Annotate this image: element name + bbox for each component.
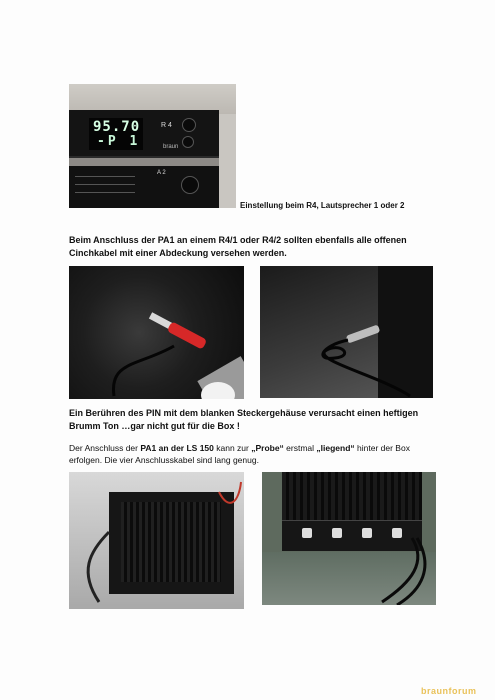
tuner-unit xyxy=(69,110,219,158)
amplifier-knob xyxy=(181,176,199,194)
wires xyxy=(69,472,244,609)
amplifier-unit xyxy=(69,166,219,208)
text: kann zur xyxy=(213,443,252,453)
caption-setting: Einstellung beim R4, Lautsprecher 1 oder 2 xyxy=(240,201,405,210)
paragraph-pin-warning: Ein Berühren des PIN mit dem blanken Steckergehäuse verursacht einen heftigen Brumm Ton …gar nicht gut für die Box ! xyxy=(69,408,419,432)
text-bold: „Probe“ xyxy=(251,443,284,453)
cables xyxy=(262,472,436,605)
text: hinter der Box erfolgen. Die vier Anschlusskabel sind lang genug. xyxy=(69,443,410,466)
tuner-program: -P 1 xyxy=(97,134,141,149)
tuner-knob-small xyxy=(182,136,194,148)
text: erstmal xyxy=(283,443,317,453)
tuner-frequency: 95.70 xyxy=(93,119,141,135)
text-bold: PA1 an der LS 150 xyxy=(140,443,214,453)
black-plug-photo xyxy=(260,266,433,398)
text: Der Anschluss der xyxy=(69,443,141,453)
amplifier-model-label: A 2 xyxy=(157,170,166,176)
tuner-photo xyxy=(69,84,236,208)
tuner-knob xyxy=(182,118,196,132)
cable-line xyxy=(69,266,244,399)
tuner-model-label: R 4 xyxy=(161,122,172,129)
watermark: braunforum xyxy=(421,686,477,696)
paragraph-cinch-warning: Beim Anschluss der PA1 an einem R4/1 oder R4/2 sollten ebenfalls alle offenen Cinchkabel mit einer Abdeckung versehen werden. xyxy=(69,235,407,259)
paragraph-connection xyxy=(69,442,444,467)
red-plug-photo xyxy=(69,266,244,399)
brand-logo: braun xyxy=(163,144,179,150)
amplifier-heatsink-photo xyxy=(69,472,244,609)
amplifier-back-photo xyxy=(262,472,436,605)
text-bold: „liegend“ xyxy=(316,443,355,453)
cable-coil xyxy=(260,266,433,398)
